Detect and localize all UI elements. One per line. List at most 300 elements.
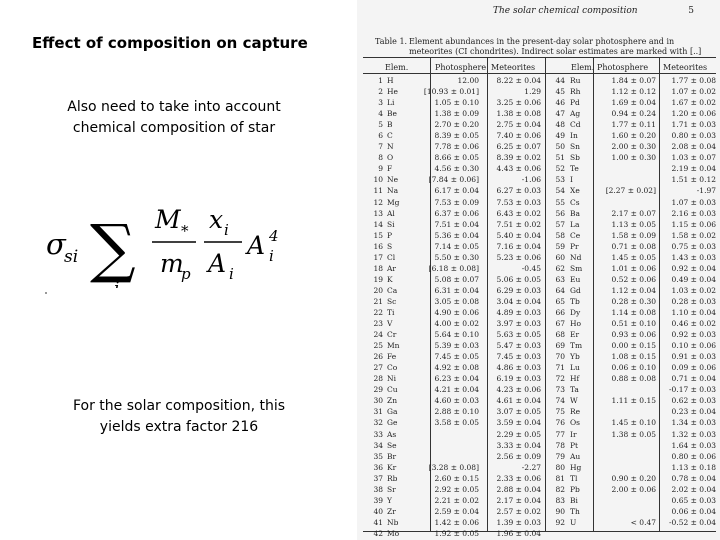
atomic-number-left: 16 [373, 241, 383, 251]
table-row [363, 462, 716, 473]
atomic-number-left: 18 [373, 263, 383, 273]
meteorite-value-left: 3.33 ± 0.04 [496, 440, 541, 450]
table-row [363, 163, 716, 174]
meteorite-value-left: 5.47 ± 0.03 [496, 341, 541, 351]
photosphere-value-left: 6.17 ± 0.04 [434, 186, 479, 196]
atomic-number-left: 27 [373, 363, 383, 373]
meteorite-value-left: 1.96 ± 0.04 [496, 528, 541, 538]
element-symbol-right: Ta [570, 385, 579, 395]
photosphere-value-right [592, 406, 660, 417]
photosphere-value-left: 2.59 ± 0.04 [434, 506, 479, 516]
element-symbol-left: Rb [387, 473, 398, 483]
meteorite-value-left: 7.45 ± 0.03 [496, 352, 541, 362]
photosphere-value-left: 2.60 ± 0.15 [434, 473, 479, 483]
table-row [363, 517, 716, 528]
meteorite-value-right: 1.07 ± 0.02 [671, 87, 716, 97]
atomic-number-right: 65 [555, 296, 565, 306]
element-symbol-right: U [570, 517, 577, 527]
atomic-number-right: 80 [555, 462, 565, 472]
element-symbol-left: H [387, 76, 394, 86]
photosphere-value-right [592, 163, 660, 174]
photosphere-value-left: 6.23 ± 0.04 [434, 374, 479, 384]
element-symbol-right: Sb [570, 153, 580, 163]
photosphere-value-right [592, 495, 660, 506]
atomic-number-left: 36 [373, 462, 383, 472]
photosphere-value-left: 8.66 ± 0.05 [434, 153, 479, 163]
meteorite-value-left: -2.27 [521, 462, 541, 472]
element-symbol-right [570, 528, 592, 539]
atomic-number-right: 52 [555, 164, 565, 174]
meteorite-value-right: 0.75 ± 0.03 [671, 241, 716, 251]
atomic-number-right: 74 [555, 396, 565, 406]
caption-line-2: meteorites (CI chondrites). Indirect solar estimates are marked with [..] [409, 46, 702, 56]
photosphere-value-left: [3.28 ± 0.08] [428, 462, 479, 472]
atomic-number-left: 32 [373, 418, 383, 428]
meteorite-value-right: 0.62 ± 0.03 [671, 396, 716, 406]
meteorite-value-right: 1.32 ± 0.03 [671, 429, 716, 439]
caption-label: Table 1. [375, 37, 408, 46]
slide-title: Effect of composition on capture [32, 34, 308, 52]
element-symbol-right: Er [570, 330, 580, 340]
photosphere-value-right: 0.28 ± 0.30 [611, 296, 656, 306]
photosphere-value-left: 7.78 ± 0.06 [434, 142, 479, 152]
photosphere-value-left: 7.53 ± 0.09 [434, 197, 479, 207]
table-row [363, 208, 716, 219]
atomic-number-left: 15 [373, 230, 383, 240]
abundance-table-scan [357, 0, 720, 540]
element-symbol-right: Hg [570, 462, 582, 472]
meteorite-value-right: 2.08 ± 0.04 [671, 142, 716, 152]
atomic-number-right: 47 [555, 109, 565, 119]
header-photosphere-right: Photosphere [597, 63, 649, 72]
element-symbol-right: Cd [570, 120, 581, 130]
atomic-number-right: 63 [555, 274, 565, 284]
atomic-number-left: 40 [373, 506, 383, 516]
photosphere-value-left: 7.51 ± 0.04 [434, 219, 479, 229]
meteorite-value-left: 2.29 ± 0.05 [496, 429, 541, 439]
proton-mass-subscript: p [181, 265, 191, 283]
photosphere-value-right: 1.45 ± 0.05 [611, 252, 656, 262]
table-row [363, 197, 716, 208]
solar-factor-note: For the solar composition, this yields extra factor 216 [72, 398, 286, 435]
photosphere-value-left [411, 451, 483, 462]
meteorite-value-left: 4.86 ± 0.03 [496, 363, 541, 373]
composition-note: Also need to take into account chemical composition of star [67, 99, 281, 136]
element-symbol-left: Mg [387, 197, 400, 207]
photosphere-value-right [592, 384, 660, 395]
element-symbol-left: Sr [387, 484, 396, 494]
atomic-number-left: 17 [373, 252, 383, 262]
photosphere-value-left: 3.58 ± 0.05 [434, 418, 479, 428]
meteorite-value-right: 0.80 ± 0.03 [671, 131, 716, 141]
stellar-mass-subscript: * [181, 222, 189, 240]
atomic-number-right: 77 [555, 429, 565, 439]
atomic-number-right [545, 528, 570, 539]
atomic-number-right: 64 [555, 285, 565, 295]
meteorite-value-right: 1.64 ± 0.03 [671, 440, 716, 450]
meteorite-value-left: 5.06 ± 0.05 [496, 274, 541, 284]
table-row [363, 130, 716, 141]
atomic-number-right: 76 [555, 418, 565, 428]
photosphere-value-right: 1.12 ± 0.04 [611, 285, 656, 295]
atomic-number-left: 25 [373, 341, 383, 351]
element-symbol-right: Os [570, 418, 580, 428]
photosphere-value-left: 5.64 ± 0.10 [434, 330, 479, 340]
photosphere-value-left: 4.21 ± 0.04 [434, 385, 479, 395]
meteorite-value-right: 0.65 ± 0.03 [671, 495, 716, 505]
element-symbol-right: In [570, 131, 578, 141]
photosphere-value-left: [6.18 ± 0.08] [428, 263, 479, 273]
running-header: The solar chemical composition [493, 6, 638, 16]
atomic-number-left: 30 [373, 396, 383, 406]
photosphere-value-right: 0.51 ± 0.10 [611, 319, 656, 329]
meteorite-value-left: 6.27 ± 0.03 [496, 186, 541, 196]
element-symbol-right: Te [570, 164, 579, 174]
atomic-number-left: 3 [378, 98, 383, 108]
meteorite-value-right: 1.10 ± 0.04 [671, 308, 716, 317]
atomic-number-right: 71 [555, 363, 565, 373]
atomic-number-left: 4 [378, 109, 383, 119]
element-symbol-left: Si [387, 219, 395, 229]
photosphere-value-right: 1.45 ± 0.10 [611, 418, 656, 428]
element-symbol-right: Gd [570, 285, 581, 295]
meteorite-value-left: 5.63 ± 0.05 [496, 330, 541, 340]
atomic-number-right: 72 [555, 374, 565, 384]
meteorite-value-right: 0.92 ± 0.04 [671, 263, 716, 273]
atomic-number-left: 5 [378, 120, 383, 130]
atomic-number-right: 60 [555, 252, 565, 262]
element-symbol-right: Pr [570, 241, 579, 251]
element-symbol-left: Ca [387, 285, 398, 295]
element-symbol-right: Bi [570, 495, 578, 505]
meteorite-value-left: 2.56 ± 0.09 [496, 451, 541, 461]
photosphere-value-left: 2.70 ± 0.20 [434, 120, 479, 130]
table-row [363, 406, 716, 417]
meteorite-value-left: 5.40 ± 0.04 [496, 230, 541, 240]
photosphere-value-left: 1.42 ± 0.06 [434, 517, 479, 527]
photosphere-value-right: 0.06 ± 0.10 [611, 363, 656, 373]
sum-symbol: ∑ [90, 212, 136, 286]
photosphere-value-right: 0.93 ± 0.06 [611, 330, 656, 340]
atomic-mass-subscript: i [229, 265, 234, 283]
meteorite-value-left: 6.43 ± 0.02 [496, 208, 541, 218]
atomic-number-left: 1 [378, 76, 383, 86]
element-symbol-left: Li [387, 98, 395, 108]
photosphere-value-right: 1.08 ± 0.15 [611, 352, 656, 362]
element-symbol-left: K [387, 274, 393, 284]
element-symbol-left: Be [387, 109, 397, 119]
table-row [363, 351, 716, 362]
meteorite-value-right [660, 528, 716, 539]
photosphere-value-right: 1.69 ± 0.04 [611, 98, 656, 108]
capture-cross-section-formula [44, 196, 306, 292]
element-symbol-right: Pt [570, 440, 579, 450]
page-number: 5 [688, 6, 694, 16]
meteorite-value-right: 2.02 ± 0.04 [671, 484, 716, 494]
atomic-mass-power: A [247, 231, 266, 260]
table-row [363, 219, 716, 230]
element-symbol-left: Br [387, 451, 397, 461]
element-symbol-left: C [387, 131, 393, 141]
abundance-table [363, 75, 716, 539]
photosphere-value-right: 1.13 ± 0.05 [611, 219, 656, 229]
sum-index [114, 279, 119, 288]
meteorite-value-right: 0.28 ± 0.03 [671, 296, 716, 306]
meteorite-value-left: 7.40 ± 0.06 [496, 131, 541, 141]
header-meteorites-right: Meteorites [663, 63, 708, 72]
element-symbol-right: Ag [570, 109, 581, 119]
meteorite-value-left: 2.33 ± 0.06 [496, 473, 541, 483]
element-symbol-right: Xe [570, 186, 580, 196]
photosphere-value-left: 3.05 ± 0.08 [434, 296, 479, 306]
element-symbol-left: Al [387, 208, 395, 218]
photosphere-value-right [592, 528, 660, 539]
element-symbol-left: Na [387, 186, 399, 196]
atomic-number-right: 79 [555, 451, 565, 461]
photosphere-value-right: 2.17 ± 0.07 [611, 208, 656, 218]
meteorite-value-right: 2.16 ± 0.03 [671, 208, 716, 218]
atomic-number-left: 41 [373, 517, 383, 527]
meteorite-value-left: 8.39 ± 0.02 [496, 153, 541, 163]
meteorite-value-right: 1.20 ± 0.06 [671, 109, 716, 119]
table-row [363, 429, 716, 440]
table-row [363, 141, 716, 152]
meteorite-value-right: 0.49 ± 0.04 [671, 274, 716, 284]
photosphere-value-right [592, 451, 660, 462]
photosphere-value-left: 4.00 ± 0.02 [434, 319, 479, 329]
element-symbol-left: Se [387, 440, 397, 450]
atomic-number-right: 68 [555, 330, 565, 340]
element-symbol-right: Cs [570, 197, 580, 207]
atomic-number-right: 62 [555, 263, 565, 273]
meteorite-value-left: -1.06 [521, 175, 541, 185]
atomic-number-right: 44 [555, 76, 565, 86]
photosphere-value-left: 4.56 ± 0.30 [434, 164, 479, 174]
photosphere-value-right: 1.60 ± 0.20 [611, 131, 656, 141]
photosphere-value-left: 4.60 ± 0.03 [434, 396, 479, 406]
atomic-number-left: 38 [373, 484, 383, 494]
atomic-number-left: 29 [373, 385, 383, 395]
photosphere-value-left: 5.39 ± 0.03 [434, 341, 479, 351]
element-symbol-left: Zn [387, 396, 398, 406]
atomic-number-right: 69 [555, 341, 565, 351]
element-symbol-left: Cu [387, 385, 398, 395]
table-row [363, 417, 716, 428]
element-symbol-left: Ge [387, 418, 398, 428]
element-symbol-right: Nd [570, 252, 582, 262]
photosphere-value-left [411, 429, 483, 440]
photosphere-value-right [592, 440, 660, 451]
caption-line-1: Element abundances in the present-day solar photosphere and in [409, 37, 675, 46]
stellar-mass: M [155, 205, 181, 234]
element-symbol-right: Pb [570, 484, 580, 494]
power-exponent: 4 [269, 227, 279, 245]
atomic-number-right: 83 [555, 495, 565, 505]
element-symbol-left: O [387, 153, 394, 163]
photosphere-value-right: [2.27 ± 0.02] [605, 186, 656, 196]
stray-dot [45, 292, 47, 294]
photosphere-value-right: 1.77 ± 0.11 [611, 120, 656, 130]
meteorite-value-right: 0.09 ± 0.06 [671, 363, 716, 373]
element-symbol-right: Ru [570, 76, 581, 86]
meteorite-value-left: 4.61 ± 0.04 [496, 396, 541, 406]
table-row [363, 97, 716, 108]
atomic-number-right: 73 [555, 385, 565, 395]
photosphere-value-right: 1.11 ± 0.15 [611, 396, 656, 406]
atomic-number-left: 23 [373, 319, 383, 329]
atomic-number-left: 37 [373, 473, 383, 483]
photosphere-value-right [592, 462, 660, 473]
element-symbol-right: Ho [570, 319, 582, 329]
atomic-number-right: 54 [555, 186, 565, 196]
atomic-number-right: 81 [555, 473, 565, 483]
element-symbol-left: Kr [387, 462, 397, 472]
atomic-number-left: 34 [373, 440, 383, 450]
atomic-number-left: 24 [373, 330, 383, 340]
element-symbol-left: B [387, 120, 393, 130]
formula-svg [44, 196, 306, 288]
meteorite-value-left: 5.23 ± 0.06 [496, 252, 541, 262]
table-row [363, 440, 716, 451]
meteorite-value-right: 1.03 ± 0.07 [671, 153, 716, 163]
meteorite-value-left: 3.97 ± 0.03 [496, 319, 541, 329]
meteorite-value-left: 6.29 ± 0.03 [496, 285, 541, 295]
table-row [363, 362, 716, 373]
photosphere-value-right [592, 506, 660, 517]
meteorite-value-left: 3.04 ± 0.04 [496, 296, 541, 306]
element-symbol-right: Lu [570, 363, 580, 373]
atomic-number-right: 55 [555, 197, 565, 207]
photosphere-value-left: 2.21 ± 0.02 [434, 495, 479, 505]
proton-mass: m [160, 249, 184, 278]
meteorite-value-left: 6.25 ± 0.07 [496, 142, 541, 152]
atomic-number-right: 67 [555, 319, 565, 329]
meteorite-value-right: 0.06 ± 0.04 [671, 506, 716, 516]
element-symbol-right: Ce [570, 230, 581, 240]
element-symbol-right: Dy [570, 308, 581, 317]
meteorite-value-left: 4.43 ± 0.06 [496, 164, 541, 174]
photosphere-value-right: 2.00 ± 0.30 [611, 142, 656, 152]
meteorite-value-left: 8.22 ± 0.04 [496, 76, 541, 86]
element-symbol-left: Ne [387, 175, 399, 185]
meteorite-value-right: -0.17 ± 0.03 [669, 385, 716, 395]
atomic-number-left: 26 [373, 352, 383, 362]
header-element-right: Elem. [571, 63, 595, 72]
photosphere-value-left: 12.00 [457, 76, 479, 86]
table-row [363, 285, 716, 296]
element-symbol-left: Cl [387, 252, 396, 262]
meteorite-value-left: -0.45 [521, 263, 541, 273]
photosphere-value-left: 2.88 ± 0.10 [434, 407, 479, 417]
meteorite-value-left: 3.25 ± 0.06 [496, 98, 541, 108]
table-row [363, 274, 716, 285]
atomic-mass: A [208, 249, 227, 278]
atomic-number-right: 59 [555, 241, 565, 251]
sigma-subscript: si [64, 247, 79, 267]
table-row [363, 484, 716, 495]
meteorite-value-left: 1.39 ± 0.03 [496, 517, 541, 527]
element-symbol-left: Sc [387, 296, 397, 306]
atomic-number-left: 9 [378, 164, 383, 174]
photosphere-value-right: 1.84 ± 0.07 [611, 76, 656, 86]
photosphere-value-left: [7.84 ± 0.06] [428, 175, 479, 185]
meteorite-value-right: 1.51 ± 0.12 [671, 175, 716, 185]
meteorite-value-left: 7.53 ± 0.03 [496, 197, 541, 207]
atomic-number-left: 2 [378, 87, 383, 97]
meteorite-value-left: 2.57 ± 0.02 [496, 506, 541, 516]
table-row [363, 185, 716, 196]
table-rule-top [363, 57, 716, 58]
meteorite-value-right: 1.58 ± 0.02 [671, 230, 716, 240]
header-element-left: Elem. [385, 63, 409, 72]
photosphere-value-left: 1.92 ± 0.05 [434, 528, 479, 538]
photosphere-value-right: 1.38 ± 0.05 [611, 429, 656, 439]
photosphere-value-left: 2.92 ± 0.05 [434, 484, 479, 494]
atomic-number-left: 31 [373, 407, 383, 417]
atomic-number-left: 6 [378, 131, 383, 141]
atomic-number-left: 35 [373, 451, 383, 461]
element-symbol-right: Hf [570, 374, 580, 384]
photosphere-value-left: 6.37 ± 0.06 [434, 208, 479, 218]
atomic-number-left: 12 [373, 197, 383, 207]
meteorite-value-right: 1.43 ± 0.03 [671, 252, 716, 262]
atomic-number-right: 75 [555, 407, 565, 417]
header-photosphere-left: Photosphere [435, 63, 487, 72]
table-row [363, 75, 716, 86]
meteorite-value-right: 1.71 ± 0.03 [671, 120, 716, 130]
atomic-number-left: 20 [373, 285, 383, 295]
atomic-number-right: 50 [555, 142, 565, 152]
meteorite-value-right: 2.19 ± 0.04 [671, 164, 716, 174]
element-symbol-left: Nb [387, 517, 399, 527]
element-symbol-right: I [570, 175, 573, 185]
atomic-number-left: 21 [373, 296, 383, 306]
photosphere-value-right: 0.52 ± 0.06 [611, 274, 656, 284]
photosphere-value-right: 2.00 ± 0.06 [611, 484, 656, 494]
photosphere-value-left: 7.14 ± 0.05 [434, 241, 479, 251]
meteorite-value-left: 2.75 ± 0.04 [496, 120, 541, 130]
table-caption [375, 37, 701, 56]
atomic-number-left: 22 [373, 308, 383, 317]
photosphere-value-left: 5.50 ± 0.30 [434, 252, 479, 262]
photosphere-value-left: 8.39 ± 0.05 [434, 131, 479, 141]
meteorite-value-left: 1.29 [524, 87, 541, 97]
table-row [363, 329, 716, 340]
element-symbol-left: He [387, 87, 398, 97]
photosphere-value-right: 0.94 ± 0.24 [611, 109, 656, 119]
table-row [363, 263, 716, 274]
meteorite-value-left: 2.17 ± 0.04 [496, 495, 541, 505]
atomic-number-left: 33 [373, 429, 383, 439]
photosphere-value-right: 0.88 ± 0.08 [611, 374, 656, 384]
atomic-number-right: 53 [555, 175, 565, 185]
photosphere-value-right [592, 174, 660, 185]
meteorite-value-right: 1.15 ± 0.06 [671, 219, 716, 229]
header-meteorites-left: Meteorites [491, 63, 536, 72]
element-symbol-left: Zr [387, 506, 396, 516]
photosphere-value-left: 7.45 ± 0.05 [434, 352, 479, 362]
table-row [363, 384, 716, 395]
element-symbol-right: Yb [570, 352, 580, 362]
photosphere-value-left: 4.92 ± 0.08 [434, 363, 479, 373]
atomic-number-right: 48 [555, 120, 565, 130]
photosphere-value-left: 4.90 ± 0.06 [434, 308, 479, 317]
atomic-number-right: 51 [555, 153, 565, 163]
mass-fraction: x [209, 205, 224, 234]
atomic-number-right: 70 [555, 352, 565, 362]
meteorite-value-left: 3.07 ± 0.05 [496, 407, 541, 417]
table-row [363, 252, 716, 263]
